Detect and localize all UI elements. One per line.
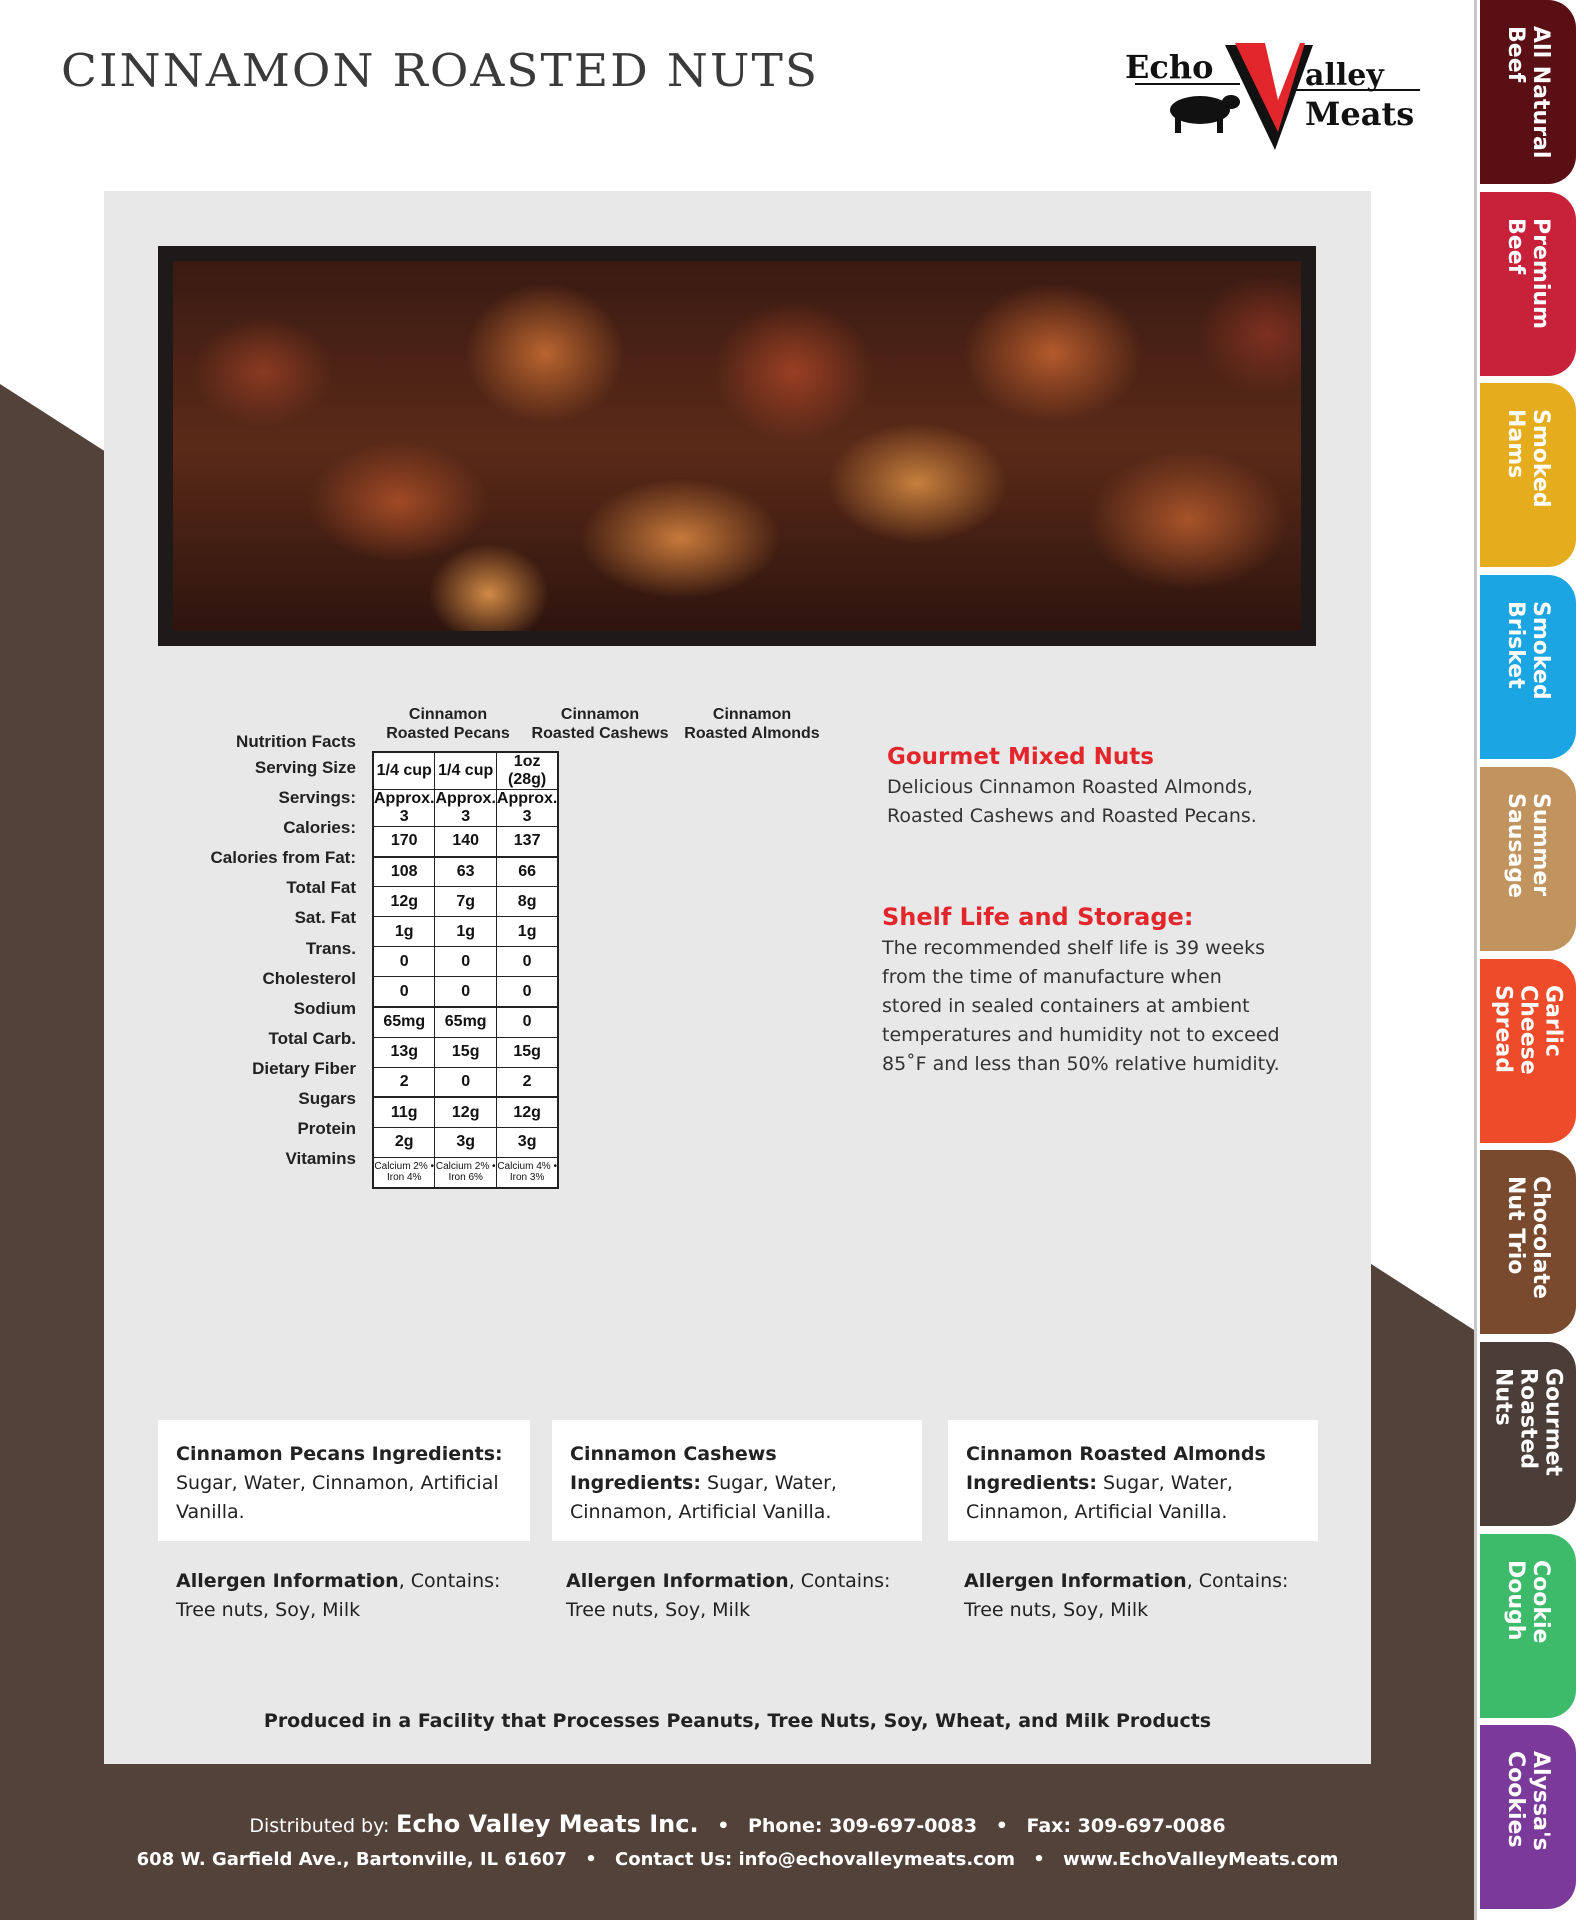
table-cell: 108 xyxy=(373,857,435,887)
table-cell: 15g xyxy=(435,1037,496,1067)
table-row xyxy=(373,1037,558,1067)
table-cell: 2g xyxy=(373,1127,435,1157)
tab-garlic-cheese-spread[interactable]: Garlic Cheese Spread xyxy=(1480,959,1576,1143)
row-labels xyxy=(180,753,356,1174)
row-label: Total Fat xyxy=(286,878,356,898)
row-label: Calories from Fat: xyxy=(210,848,356,868)
phone: Phone: 309-697-0083 xyxy=(747,1815,978,1837)
facility-notice: Produced in a Facility that Processes Peanuts, Tree Nuts, Soy, Wheat, and Milk Products xyxy=(263,1710,1212,1732)
table-cell: 1g xyxy=(435,917,496,947)
table-row xyxy=(373,1127,558,1157)
row-label: Cholesterol xyxy=(262,968,356,988)
tab-chocolate-nut-trio[interactable]: Chocolate Nut Trio xyxy=(1480,1150,1576,1334)
table-cell: 0 xyxy=(496,977,558,1007)
address: 608 W. Garfield Ave., Bartonville, IL 61607 xyxy=(136,1849,567,1870)
pecans-allergen: Allergen Information, Contains: Tree nuts, Soy, Milk xyxy=(176,1570,501,1621)
table-cell: 140 xyxy=(435,827,496,857)
svg-text:Echo: Echo xyxy=(1125,48,1214,86)
column-header-pecans: Cinnamon Roasted Pecans xyxy=(386,706,510,742)
table-row xyxy=(373,790,558,827)
table-row xyxy=(373,827,558,857)
row-label: Total Carb. xyxy=(268,1028,356,1048)
shelf-life-section xyxy=(882,903,1280,1079)
company-name: Echo Valley Meats Inc. xyxy=(396,1810,699,1838)
table-cell: 7g xyxy=(435,887,496,917)
shelf-line: 85˚F and less than 50% relative humidity. xyxy=(882,1053,1280,1075)
table-row xyxy=(373,1007,558,1037)
table-cell: Approx. 3 xyxy=(496,790,558,825)
tab-alyssa-s-cookies[interactable]: Alyssa's Cookies xyxy=(1480,1725,1576,1909)
shelf-line: The recommended shelf life is 39 weeks xyxy=(882,937,1265,959)
tab-premium-beef[interactable]: Premium Beef xyxy=(1480,192,1576,376)
table-row xyxy=(373,887,558,917)
table-row xyxy=(373,947,558,977)
table-row xyxy=(373,1158,558,1188)
table-cell: Calcium 2% • Iron 4% xyxy=(373,1158,435,1188)
tab-smoked-brisket[interactable]: Smoked Brisket xyxy=(1480,575,1576,759)
table-cell: 0 xyxy=(373,947,435,977)
table-cell: 13g xyxy=(373,1037,435,1067)
table-cell: 0 xyxy=(435,947,496,977)
table-cell: 12g xyxy=(496,1097,558,1127)
tab-smoked-hams[interactable]: Smoked Hams xyxy=(1480,383,1576,567)
gourmet-line: Roasted Cashews and Roasted Pecans. xyxy=(887,805,1257,827)
table-cell: Calcium 2% • Iron 6% xyxy=(435,1158,496,1188)
shelf-line: stored in sealed containers at ambient xyxy=(882,995,1250,1017)
gourmet-heading: Gourmet Mixed Nuts xyxy=(887,744,1154,770)
row-label: Protein xyxy=(297,1119,356,1139)
fax: Fax: 309-697-0086 xyxy=(1026,1815,1226,1837)
contact-email[interactable]: Contact Us: info@echovalleymeats.com xyxy=(615,1849,1015,1870)
pecans-ingredients: Cinnamon Pecans Ingredients: Sugar, Water, Cinnamon, Artificial Vanilla. xyxy=(158,1420,530,1541)
table-cell: 12g xyxy=(435,1097,496,1127)
website-link[interactable]: www.EchoValleyMeats.com xyxy=(1063,1849,1339,1870)
table-cell: 0 xyxy=(373,977,435,1007)
table-cell: 63 xyxy=(435,857,496,887)
tab-all-natural-beef[interactable]: All Natural Beef xyxy=(1480,0,1576,184)
nutrition-heading: Nutrition Facts xyxy=(236,732,356,751)
row-label: Sugars xyxy=(298,1089,356,1109)
table-cell: 65mg xyxy=(435,1007,496,1037)
footer-line-1: Distributed by: Echo Valley Meats Inc. • Phone: 309-697-0083 • Fax: 309-697-0086 xyxy=(249,1810,1226,1838)
table-cell: Approx. 3 xyxy=(374,790,435,825)
row-label: Dietary Fiber xyxy=(252,1058,356,1078)
cashews-allergen: Allergen Information, Contains: Tree nuts, Soy, Milk xyxy=(566,1570,891,1621)
row-label: Sat. Fat xyxy=(294,908,356,928)
gourmet-section xyxy=(887,744,1257,831)
table-row xyxy=(373,1097,558,1127)
footer-line-2: 608 W. Garfield Ave., Bartonville, IL 61607 • Contact Us: info@echovalleymeats.com • www.EchoValleyMeats.com xyxy=(136,1849,1339,1870)
table-cell: 1/4 cup xyxy=(373,752,435,790)
nutrition-table xyxy=(372,751,559,1189)
echo-valley-meats-logo xyxy=(1125,40,1430,155)
table-row xyxy=(373,1067,558,1097)
table-row xyxy=(373,752,558,790)
table-cell: 11g xyxy=(373,1097,435,1127)
table-cell: Approx. 3 xyxy=(435,790,496,825)
shelf-line: from the time of manufacture when xyxy=(882,966,1222,988)
table-cell: 0 xyxy=(496,1007,558,1037)
table-cell: 0 xyxy=(435,1067,496,1097)
table-cell: Calcium 4% • Iron 3% xyxy=(496,1158,558,1188)
table-cell: 3g xyxy=(496,1127,558,1157)
product-photo-frame xyxy=(158,246,1316,646)
shelf-life-heading: Shelf Life and Storage: xyxy=(882,903,1194,931)
page-title: CINNAMON ROASTED NUTS xyxy=(61,45,820,98)
svg-text:alley: alley xyxy=(1305,58,1384,93)
almonds-ingredients: Cinnamon Roasted Almonds Ingredients: Sugar, Water, Cinnamon, Artificial Vanilla. xyxy=(948,1420,1318,1541)
table-cell: 0 xyxy=(496,947,558,977)
cashews-ingredients: Cinnamon Cashews Ingredients: Sugar, Water, Cinnamon, Artificial Vanilla. xyxy=(552,1420,922,1541)
table-cell: 1g xyxy=(496,917,558,947)
row-label: Trans. xyxy=(305,938,356,958)
table-cell: 66 xyxy=(496,857,558,887)
row-label: Serving Size xyxy=(254,758,356,777)
table-cell: 8g xyxy=(496,887,558,917)
table-cell: 137 xyxy=(496,827,558,857)
table-cell: 170 xyxy=(373,827,435,857)
tab-summer-sausage[interactable]: Summer Sausage xyxy=(1480,767,1576,951)
table-cell: 0 xyxy=(435,977,496,1007)
table-row xyxy=(373,977,558,1007)
svg-text:Meats: Meats xyxy=(1305,95,1415,133)
gourmet-line: Delicious Cinnamon Roasted Almonds, xyxy=(887,776,1253,798)
table-cell: 2 xyxy=(373,1067,435,1097)
row-label: Servings: xyxy=(278,788,356,808)
shelf-line: temperatures and humidity not to exceed xyxy=(882,1024,1280,1046)
table-cell: 1oz (28g) xyxy=(496,752,558,790)
table-cell: 12g xyxy=(373,887,435,917)
column-header-cashews: Cinnamon Roasted Cashews xyxy=(531,706,669,742)
table-row xyxy=(373,857,558,887)
tab-cookie-dough[interactable]: Cookie Dough xyxy=(1480,1534,1576,1718)
table-cell: 65mg xyxy=(373,1007,435,1037)
table-cell: 1/4 cup xyxy=(435,752,496,790)
almonds-allergen: Allergen Information, Contains: Tree nuts, Soy, Milk xyxy=(964,1570,1289,1621)
table-cell: 1g xyxy=(373,917,435,947)
column-header-almonds: Cinnamon Roasted Almonds xyxy=(684,706,820,742)
table-cell: 2 xyxy=(496,1067,558,1097)
table-row xyxy=(373,917,558,947)
row-label: Calories: xyxy=(283,818,356,838)
table-cell: 15g xyxy=(496,1037,558,1067)
category-tabs xyxy=(1474,0,1584,1920)
tab-gourmet-roasted-nuts[interactable]: Gourmet Roasted Nuts xyxy=(1480,1342,1576,1526)
row-label: Sodium xyxy=(293,998,356,1018)
row-label: Vitamins xyxy=(285,1149,356,1169)
cinnamon-nuts-photo xyxy=(173,261,1301,631)
table-cell: 3g xyxy=(435,1127,496,1157)
bull-icon xyxy=(1170,95,1240,133)
